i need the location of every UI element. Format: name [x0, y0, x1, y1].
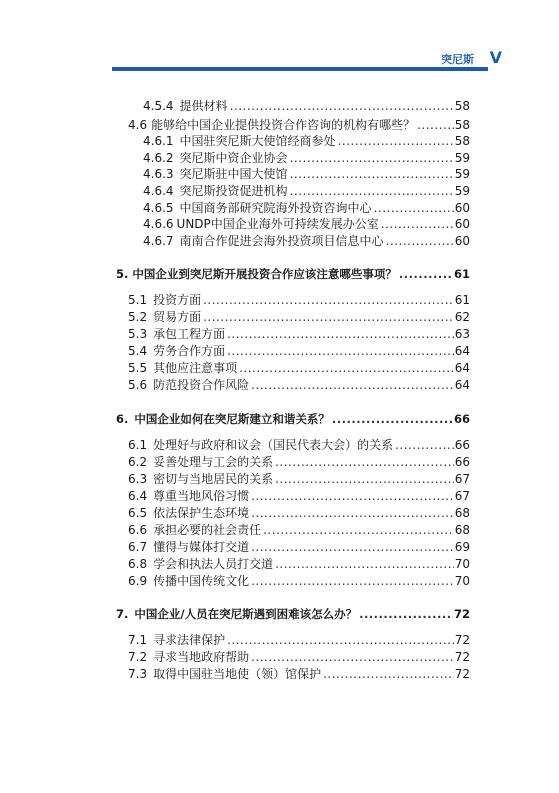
toc-entry-title: 妥善处理与工会的关系	[153, 455, 274, 469]
toc-entry[interactable]	[128, 377, 470, 393]
toc-leader	[251, 377, 454, 393]
toc-entry-number: 4.6.6	[143, 217, 174, 231]
toc-entry-number: 4.6.4	[143, 184, 174, 198]
toc-leader	[251, 505, 454, 521]
toc-entry[interactable]	[128, 117, 470, 133]
toc-entry[interactable]	[128, 666, 470, 682]
toc-entry[interactable]	[128, 573, 470, 589]
toc-leader	[230, 98, 454, 114]
toc-leader	[381, 216, 454, 232]
toc-entry-title: 突尼斯中资企业协会	[179, 151, 288, 165]
toc-leader	[395, 437, 454, 453]
toc-entry-title: 取得中国驻当地使（领）馆保护	[153, 667, 322, 681]
toc-entry-title: 南南合作促进会海外投资项目信息中心	[179, 234, 384, 248]
toc-entry-page: 59	[454, 184, 470, 198]
toc-entry[interactable]	[143, 98, 470, 114]
toc-entry-number: 7.3	[128, 667, 148, 681]
toc-entry-title: 提供材料	[179, 99, 228, 113]
toc-entry-title: 依法保护生态环境	[153, 506, 250, 520]
toc-entry-title: 突尼斯驻中国大使馆	[179, 167, 288, 181]
toc-entry-title: 学会和执法人员打交道	[153, 557, 274, 571]
toc-leader	[239, 360, 454, 376]
toc-entry-number: 4.6	[128, 118, 148, 132]
toc-entry-number: 5.1	[128, 293, 148, 307]
toc-entry[interactable]	[143, 233, 470, 249]
toc-entry-title: 懂得与媒体打交道	[153, 540, 250, 554]
toc-entry[interactable]	[128, 649, 470, 665]
header-rule	[112, 67, 474, 71]
toc-entry-number: 7.1	[128, 633, 148, 647]
toc-leader	[275, 454, 454, 470]
toc-entry-number: 5.2	[128, 310, 148, 324]
toc-entry-page: 70	[454, 574, 470, 588]
toc-entry-page: 72	[454, 650, 470, 664]
toc-entry-title: 寻求当地政府帮助	[153, 650, 250, 664]
toc-entry[interactable]	[128, 505, 470, 521]
toc-leader	[263, 522, 454, 538]
toc-leader	[251, 488, 454, 504]
toc-entry-number: 4.6.7	[143, 234, 174, 248]
toc-entry-title: 中国驻突尼斯大使馆经商参处	[179, 134, 336, 148]
toc-leader	[275, 471, 454, 487]
toc-leader	[399, 266, 453, 282]
toc-leader	[290, 183, 454, 199]
toc-entry-page: 70	[454, 557, 470, 571]
header-title: 突尼斯	[441, 53, 474, 66]
toc-leader	[227, 326, 454, 342]
toc-entry-page: 67	[454, 472, 470, 486]
toc-chapter[interactable]	[116, 411, 470, 427]
toc-entry[interactable]	[128, 539, 470, 555]
toc-entry-page: 61	[453, 267, 470, 281]
toc-leader	[251, 649, 454, 665]
toc-entry-page: 58	[454, 118, 470, 132]
toc-entry[interactable]	[143, 183, 470, 199]
toc-entry-title: 尊重当地风俗习惯	[153, 489, 250, 503]
toc-entry[interactable]	[143, 200, 470, 216]
toc-entry[interactable]	[128, 326, 470, 342]
toc-entry[interactable]	[143, 150, 470, 166]
toc-entry-number: 4.6.3	[143, 167, 174, 181]
toc-entry-page: 58	[454, 99, 470, 113]
toc-entry-page: 64	[454, 378, 470, 392]
toc-entry-page: 67	[454, 489, 470, 503]
toc-leader	[359, 606, 453, 622]
toc-entry-number: 6.7	[128, 540, 148, 554]
toc-entry-page: 68	[454, 523, 470, 537]
toc-entry-title: 承担必要的社会责任	[153, 523, 262, 537]
toc-entry[interactable]	[128, 437, 470, 453]
toc-entry-page: 66	[453, 412, 470, 426]
toc-entry-title: 劳务合作方面	[153, 344, 226, 358]
toc-entry-page: 72	[453, 607, 470, 621]
toc-leader	[332, 411, 453, 427]
toc-entry-title: 其他应注意事项	[153, 361, 238, 375]
toc-entry-number: 6.	[116, 412, 129, 426]
toc-entry[interactable]	[128, 632, 470, 648]
toc-entry-title: 能够给中国企业提供投资合作咨询的机构有哪些？	[151, 118, 416, 132]
toc-leader	[338, 133, 454, 149]
toc-entry-number: 6.8	[128, 557, 148, 571]
toc-leader	[290, 166, 454, 182]
toc-entry-title: 处理好与政府和议会（国民代表大会）的关系	[153, 438, 394, 452]
toc-leader	[374, 200, 454, 216]
toc-entry-title: 防范投资合作风险	[153, 378, 250, 392]
toc-entry-number: 6.1	[128, 438, 148, 452]
header-rule-tab	[474, 67, 488, 71]
toc-entry[interactable]	[128, 556, 470, 572]
toc-entry-page: 60	[454, 201, 470, 215]
toc-entry-title: 中国商务部研究院海外投资咨询中心	[179, 201, 372, 215]
toc-entry-page: 59	[454, 167, 470, 181]
toc-entry-page: 61	[454, 293, 470, 307]
toc-entry-page: 66	[454, 455, 470, 469]
toc-leader	[290, 150, 454, 166]
toc-entry[interactable]	[128, 309, 470, 325]
toc-leader	[275, 556, 454, 572]
toc-entry[interactable]	[128, 292, 470, 308]
toc-entry-page: 64	[454, 361, 470, 375]
toc-entry-page: 68	[454, 506, 470, 520]
toc-entry-page: 64	[454, 344, 470, 358]
toc-entry[interactable]	[128, 343, 470, 359]
toc-entry[interactable]	[128, 488, 470, 504]
toc-entry-title: 中国企业如何在突尼斯建立和谐关系？	[134, 412, 330, 426]
toc-entry-number: 6.3	[128, 472, 148, 486]
toc-entry-number: 6.5	[128, 506, 148, 520]
toc-entry[interactable]	[128, 454, 470, 470]
toc-entry-number: 4.6.5	[143, 201, 174, 215]
toc-entry-title: 承包工程方面	[153, 327, 226, 341]
toc-entry-page: 60	[454, 234, 470, 248]
toc-entry-number: 4.6.1	[143, 134, 174, 148]
toc-leader	[386, 233, 454, 249]
toc-entry-title: 中国企业/人员在突尼斯遇到困难该怎么办？	[134, 607, 358, 621]
toc-entry-number: 5.6	[128, 378, 148, 392]
toc-entry[interactable]	[143, 216, 470, 232]
toc-leader	[203, 309, 454, 325]
toc-entry-title: 密切与当地居民的关系	[153, 472, 274, 486]
toc-entry-number: 6.4	[128, 489, 148, 503]
toc-entry-number: 5.5	[128, 361, 148, 375]
toc-entry-page: 66	[454, 438, 470, 452]
toc-entry-number: 6.2	[128, 455, 148, 469]
toc-leader	[227, 632, 454, 648]
toc-entry-page: 72	[454, 667, 470, 681]
toc-leader	[227, 343, 454, 359]
toc-entry-title: 投资方面	[153, 293, 202, 307]
toc-entry-number: 4.6.2	[143, 151, 174, 165]
toc-entry-number: 6.6	[128, 523, 148, 537]
toc-chapter[interactable]	[116, 266, 470, 282]
toc-entry-title: 贸易方面	[153, 310, 202, 324]
toc-entry-page: 62	[454, 310, 470, 324]
toc-entry-page: 58	[454, 134, 470, 148]
toc-leader	[251, 573, 454, 589]
toc-entry-title: 传播中国传统文化	[153, 574, 250, 588]
header-page-number: V	[489, 48, 502, 67]
toc-entry-number: 4.5.4	[143, 99, 174, 113]
toc-entry-number: 6.9	[128, 574, 148, 588]
toc-entry-page: 59	[454, 151, 470, 165]
toc-entry-title: UNDP中国企业海外可持续发展办公室	[176, 217, 379, 231]
toc-entry-page: 63	[454, 327, 470, 341]
toc-leader	[251, 539, 454, 555]
toc-entry[interactable]	[128, 360, 470, 376]
toc-entry-number: 7.	[116, 607, 129, 621]
toc-entry[interactable]	[143, 166, 470, 182]
toc-entry-number: 5.	[116, 267, 129, 281]
toc-entry-title: 中国企业到突尼斯开展投资合作应该注意哪些事项？	[132, 267, 397, 281]
toc-leader	[323, 666, 454, 682]
toc-chapter[interactable]	[116, 606, 470, 622]
toc-entry-number: 5.3	[128, 327, 148, 341]
toc-entry[interactable]	[128, 471, 470, 487]
toc-leader	[417, 117, 454, 133]
toc-leader	[203, 292, 454, 308]
toc-entry[interactable]	[128, 522, 470, 538]
toc-entry-title: 寻求法律保护	[153, 633, 226, 647]
toc-entry-number: 7.2	[128, 650, 148, 664]
toc-entry-page: 60	[454, 217, 470, 231]
toc-entry-number: 5.4	[128, 344, 148, 358]
toc-entry-page: 69	[454, 540, 470, 554]
toc-entry-title: 突尼斯投资促进机构	[179, 184, 288, 198]
toc-entry[interactable]	[143, 133, 470, 149]
toc-entry-page: 72	[454, 633, 470, 647]
